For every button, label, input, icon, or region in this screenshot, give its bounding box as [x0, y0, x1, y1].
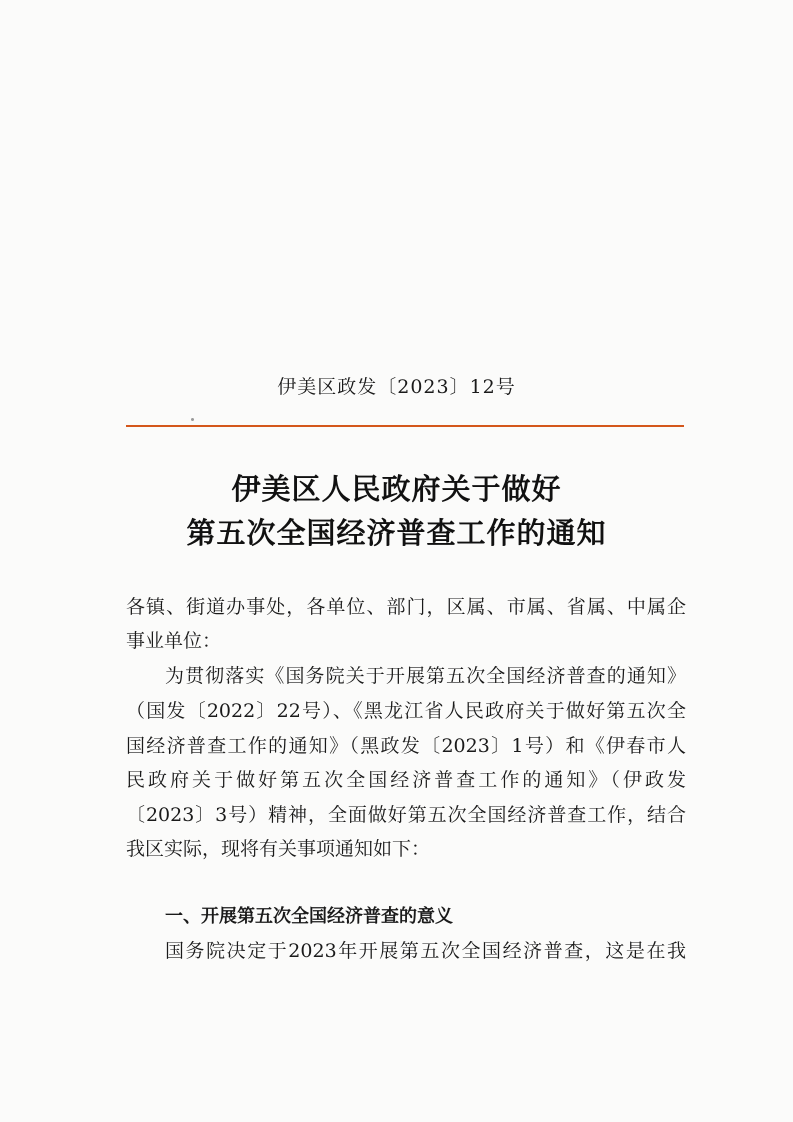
- red-divider-line: [126, 425, 684, 427]
- document-title-line-2: 第五次全国经济普查工作的通知: [186, 516, 607, 550]
- paragraph-line: 为贯彻落实《国务院关于开展第五次全国经济普查的通知》: [165, 665, 686, 687]
- section-heading: 一、开展第五次全国经济普查的意义: [165, 906, 453, 927]
- paragraph-line: 民政府关于做好第五次全国经济普查工作的通知》（伊政发: [126, 769, 686, 791]
- scan-speck: [191, 418, 194, 421]
- addressee-line-1: 各镇、街道办事处，各单位、部门，区属、市属、省属、中属企: [126, 596, 686, 618]
- paragraph-line: 〔2023〕3号）精神，全面做好第五次全国经济普查工作，结合: [126, 804, 686, 826]
- paragraph-line: 国经济普查工作的通知》（黑政发〔2023〕1号）和《伊春市人: [126, 735, 686, 757]
- addressee-line-2: 事业单位：: [126, 630, 222, 652]
- paragraph-line: （国发〔2022〕22号）、《黑龙江省人民政府关于做好第五次全: [126, 700, 686, 722]
- document-title-line-1: 伊美区人民政府关于做好: [231, 472, 562, 506]
- document-number: 伊美区政发〔2023〕12号: [277, 376, 516, 398]
- paragraph-line: 国务院决定于2023年开展第五次全国经济普查，这是在我: [165, 940, 686, 962]
- paragraph-line: 我区实际，现将有关事项通知如下：: [126, 838, 431, 860]
